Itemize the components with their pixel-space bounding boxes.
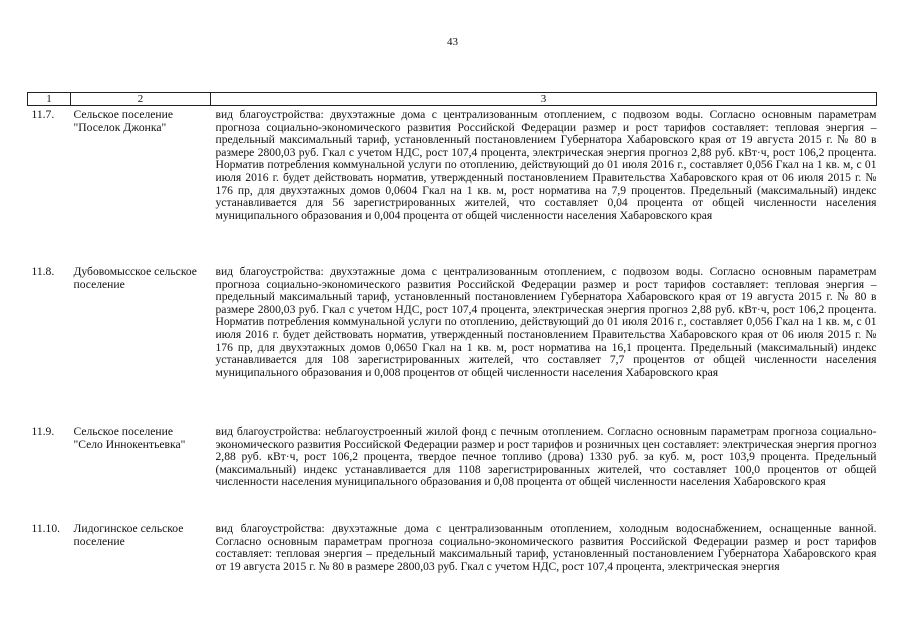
row-number: 11.10. bbox=[31, 522, 61, 535]
row-description: вид благоустройства: двухэтажные дома с централизованным отоплением, холодным водоснабжением, оснащенные ванной. Согласно основным параметрам прогноза социально-экономического развития Российской Федерации размер и рост тарифов составляет: тепловая энергия – предельный максимальный тариф, установленный постановлением Губернатора Хабаровского края от 19 августа 2015 г. № 80 в размере 2800,03 руб. Гкал с учетом НДС, рост 107,4 процента, электрическая энергия bbox=[215, 522, 877, 573]
row-number: 11.9. bbox=[31, 425, 55, 438]
header-col-2: 2 bbox=[71, 93, 211, 106]
row-description: вид благоустройства: двухэтажные дома с централизованным отоплением, с подвозом воды. Согласно основным параметрам прогноза социально-экономического развития Российской Федерации размер и рост тарифов составляет: тепловая энергия – предельный максимальный тариф, установленный постановлением Губернатора Хабаровского края от 19 августа 2015 г. № 80 в размере 2800,03 руб. Гкал с учетом НДС, рост 107,4 процента, электрическая энергия прогноз 2,88 руб. кВт·ч, рост 106,2 процента. Норматив потребления коммунальной услуги по отоплению, действующий до 01 июля 2016 г., составляет 0,056 Гкал на 1 кв. м, с 01 июля 2016 г. будет действовать норматив, утвержденный постановлением Правительства Хабаровского края от 06 июля 2015 г. № 176 пр, для двухэтажных домов 0,0650 Гкал на 1 кв. м, рост норматива на 16,1 процента. Предельный (максимальный) индекс устанавливается для 108 зарегистрированных жителей, что составляет 7,7 процентов от общей численности населения муниципального образования и 0,008 процентов от общей численности населения Хабаровского края bbox=[215, 265, 877, 379]
table-row bbox=[28, 106, 877, 267]
header-col-3: 3 bbox=[211, 93, 877, 106]
table-row bbox=[28, 266, 877, 426]
table-row bbox=[28, 523, 877, 593]
page-number: 43 bbox=[447, 36, 458, 48]
settlement-name: Сельское поселение "Поселок Джонка" bbox=[73, 108, 173, 134]
table-row bbox=[28, 426, 877, 523]
tariff-table bbox=[27, 92, 877, 593]
settlement-name: Дубовомысское сельское поселение bbox=[73, 265, 197, 291]
row-number: 11.7. bbox=[31, 108, 55, 121]
row-description: вид благоустройства: двухэтажные дома с централизованным отоплением, с подвозом воды. Согласно основным параметрам прогноза социально-экономического развития Российской Федерации размер и рост тарифов составляет: тепловая энергия – предельный максимальный тариф, установленный постановлением Губернатора Хабаровского края от 19 августа 2015 г. № 80 в размере 2800,03 руб. Гкал с учетом НДС, рост 107,4 процента, электрическая энергия прогноз 2,88 руб. кВт·ч, рост 106,2 процента. Норматив потребления коммунальной услуги по отоплению, действующий до 01 июля 2016 г., составляет 0,056 Гкал на 1 кв. м, с 01 июля 2016 г. будет действовать норматив, утвержденный постановлением Правительства Хабаровского края от 06 июля 2015 г. № 176 пр, для двухэтажных домов 0,0604 Гкал на 1 кв. м, рост норматива на 7,9 процентов. Предельный (максимальный) индекс устанавливается для 56 зарегистрированных жителей, что составляет 0,04 процента от общей численности населения муниципального образования и 0,004 процента от общей численности населения Хабаровского края bbox=[215, 108, 877, 222]
table-header-row bbox=[28, 93, 877, 106]
row-number: 11.8. bbox=[31, 265, 55, 278]
settlement-name: Сельское поселение "Село Иннокентьевка" bbox=[73, 425, 186, 451]
settlement-name: Лидогинское сельское поселение bbox=[73, 522, 184, 548]
row-description: вид благоустройства: неблагоустроенный жилой фонд с печным отоплением. Согласно основным параметрам прогноза социально-экономического развития Российской Федерации размер и рост тарифов и розничных цен составляет: электрическая энергия прогноз 2,88 руб. кВт·ч, рост 106,2 процента, твердое печное топливо (дрова) 1330 руб. за куб. м, рост 103,9 процента. Предельный (максимальный) индекс устанавливается для 1108 зарегистрированных жителей, что составляет 100,0 процентов от общей численности населения муниципального образования и 0,08 процента от общей численности населения Хабаровского края bbox=[215, 425, 877, 489]
header-col-1: 1 bbox=[28, 93, 71, 106]
